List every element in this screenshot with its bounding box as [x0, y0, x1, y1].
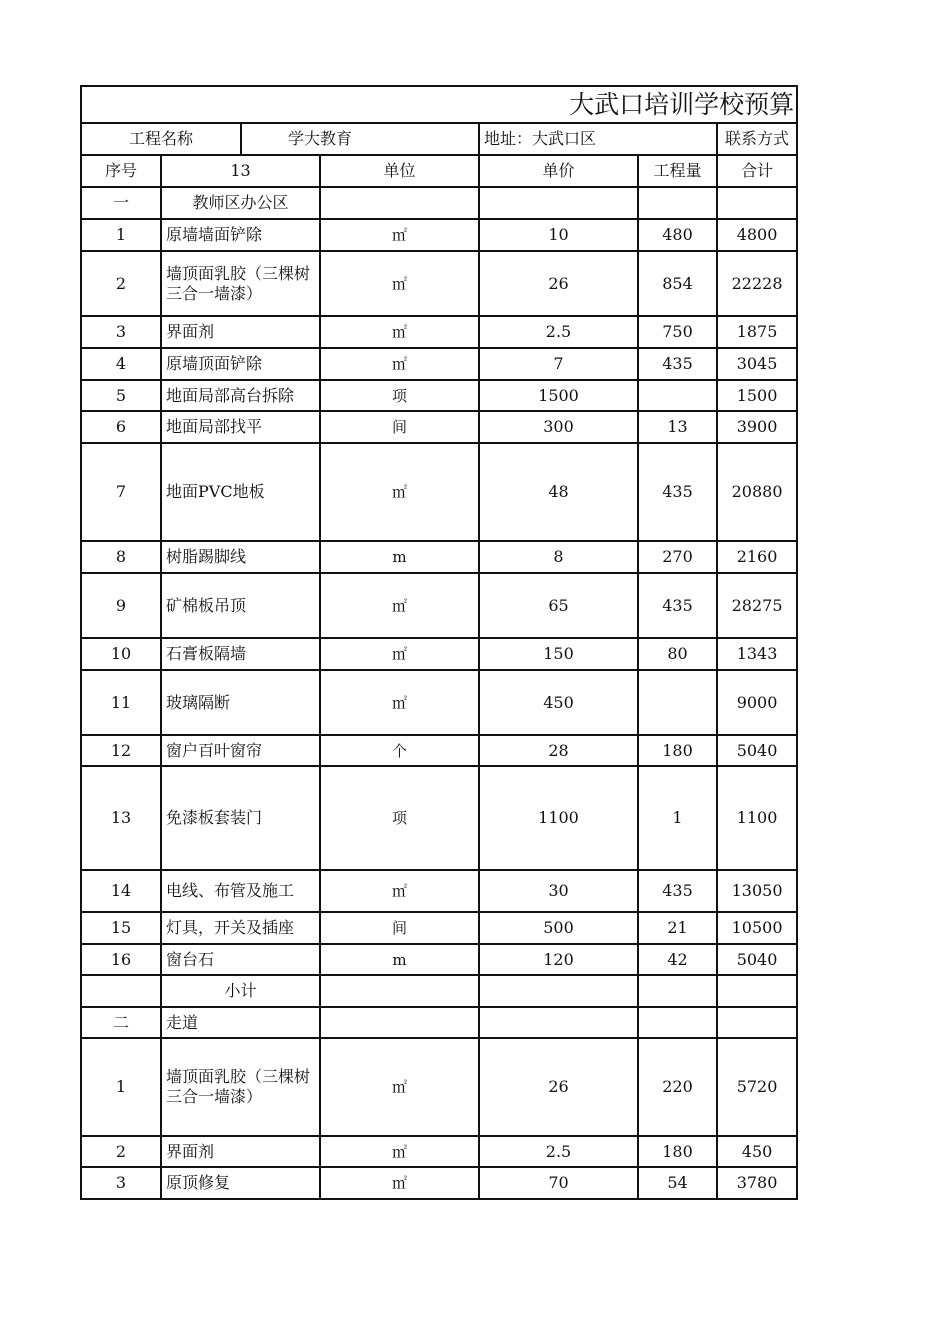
- row-qty: 180: [638, 1136, 717, 1167]
- table-row: [81, 1038, 797, 1136]
- row-no: 8: [81, 541, 161, 573]
- section-row: [81, 1007, 797, 1038]
- row-price: 28: [479, 735, 638, 766]
- table-row: [81, 1167, 797, 1199]
- row-unit: ㎡: [320, 1038, 479, 1136]
- row-name: 玻璃隔断: [161, 670, 320, 735]
- row-price: 7: [479, 348, 638, 380]
- info-row: [81, 123, 797, 155]
- row-qty: 435: [638, 870, 717, 912]
- table-row: [81, 348, 797, 380]
- row-unit: 间: [320, 411, 479, 443]
- row-total: 1100: [717, 766, 797, 870]
- row-name: 电线、布管及施工: [161, 870, 320, 912]
- budget-sheet: [80, 85, 796, 1200]
- table-row: [81, 380, 797, 411]
- row-qty: 54: [638, 1167, 717, 1199]
- table-row: [81, 541, 797, 573]
- header-row: [81, 155, 797, 187]
- row-name: 免漆板套装门: [161, 766, 320, 870]
- row-total: 3045: [717, 348, 797, 380]
- row-total: 1875: [717, 316, 797, 348]
- row-price: 500: [479, 912, 638, 944]
- row-qty: 750: [638, 316, 717, 348]
- row-total: 9000: [717, 670, 797, 735]
- row-unit: 个: [320, 735, 479, 766]
- row-name: 地面局部找平: [161, 411, 320, 443]
- row-price: 30: [479, 870, 638, 912]
- row-unit: m: [320, 944, 479, 975]
- table-row: [81, 944, 797, 975]
- row-qty: 80: [638, 638, 717, 670]
- row-qty: 21: [638, 912, 717, 944]
- row-name: 原顶修复: [161, 1167, 320, 1199]
- row-unit: 项: [320, 766, 479, 870]
- table-row: [81, 219, 797, 251]
- col-header-total: 合计: [717, 155, 797, 187]
- row-unit: ㎡: [320, 316, 479, 348]
- row-qty: 270: [638, 541, 717, 573]
- row-price: 26: [479, 1038, 638, 1136]
- table-row: [81, 912, 797, 944]
- row-no: 3: [81, 1167, 161, 1199]
- col-header-qty: 工程量: [638, 155, 717, 187]
- row-no: 1: [81, 219, 161, 251]
- row-qty: [638, 670, 717, 735]
- row-total: 10500: [717, 912, 797, 944]
- table-row: [81, 1136, 797, 1167]
- row-total: 22228: [717, 251, 797, 316]
- row-unit: ㎡: [320, 638, 479, 670]
- row-price: 2.5: [479, 1136, 638, 1167]
- budget-table: [80, 85, 798, 1200]
- row-no: 3: [81, 316, 161, 348]
- row-price: 26: [479, 251, 638, 316]
- table-row: [81, 735, 797, 766]
- row-price: 10: [479, 219, 638, 251]
- row-unit: ㎡: [320, 1167, 479, 1199]
- row-unit: ㎡: [320, 348, 479, 380]
- row-qty: 1: [638, 766, 717, 870]
- table-row: [81, 870, 797, 912]
- section-name: 走道: [161, 1007, 320, 1038]
- title-row: [81, 86, 797, 123]
- row-unit: 项: [320, 380, 479, 411]
- row-no: 6: [81, 411, 161, 443]
- row-unit: m: [320, 541, 479, 573]
- address-cell: 地址：大武口区: [479, 123, 717, 155]
- table-row: [81, 766, 797, 870]
- row-no: 9: [81, 573, 161, 638]
- row-no: 11: [81, 670, 161, 735]
- row-name: 界面剂: [161, 316, 320, 348]
- row-unit: ㎡: [320, 573, 479, 638]
- col-header-item: 13: [161, 155, 320, 187]
- table-row: [81, 573, 797, 638]
- project-name-label: 工程名称: [81, 123, 241, 155]
- row-name: 地面PVC地板: [161, 443, 320, 541]
- row-name: 原墙顶面铲除: [161, 348, 320, 380]
- table-row: [81, 670, 797, 735]
- row-qty: 435: [638, 348, 717, 380]
- row-qty: 480: [638, 219, 717, 251]
- row-no: 14: [81, 870, 161, 912]
- row-no: 7: [81, 443, 161, 541]
- row-total: 4800: [717, 219, 797, 251]
- row-total: 1343: [717, 638, 797, 670]
- row-name: 地面局部高台拆除: [161, 380, 320, 411]
- table-row: [81, 443, 797, 541]
- row-price: 120: [479, 944, 638, 975]
- section-number: 二: [81, 1007, 161, 1038]
- row-total: 1500: [717, 380, 797, 411]
- row-name: 石膏板隔墙: [161, 638, 320, 670]
- row-name: 树脂踢脚线: [161, 541, 320, 573]
- row-total: 2160: [717, 541, 797, 573]
- row-qty: [638, 380, 717, 411]
- table-row: [81, 316, 797, 348]
- row-qty: 13: [638, 411, 717, 443]
- row-unit: ㎡: [320, 870, 479, 912]
- sheet-title: 大武口培训学校预算: [81, 86, 797, 123]
- row-qty: 435: [638, 573, 717, 638]
- row-qty: 42: [638, 944, 717, 975]
- section-name: 教师区办公区: [161, 187, 320, 219]
- row-price: 65: [479, 573, 638, 638]
- row-total: 5040: [717, 735, 797, 766]
- row-price: 2.5: [479, 316, 638, 348]
- row-no: 10: [81, 638, 161, 670]
- row-total: 5040: [717, 944, 797, 975]
- row-qty: 435: [638, 443, 717, 541]
- subtotal-label: 小计: [161, 975, 320, 1007]
- row-no: 16: [81, 944, 161, 975]
- row-unit: ㎡: [320, 251, 479, 316]
- row-price: 70: [479, 1167, 638, 1199]
- row-total: 20880: [717, 443, 797, 541]
- row-price: 300: [479, 411, 638, 443]
- row-total: 28275: [717, 573, 797, 638]
- row-qty: 220: [638, 1038, 717, 1136]
- row-name: 矿棉板吊顶: [161, 573, 320, 638]
- col-header-unit: 单位: [320, 155, 479, 187]
- row-name: 原墙墙面铲除: [161, 219, 320, 251]
- row-price: 450: [479, 670, 638, 735]
- row-name: 界面剂: [161, 1136, 320, 1167]
- row-name: 窗台石: [161, 944, 320, 975]
- row-no: 15: [81, 912, 161, 944]
- row-name: 墙顶面乳胶（三棵树三合一墙漆）: [161, 251, 320, 316]
- subtotal-row: [81, 975, 797, 1007]
- row-total: 5720: [717, 1038, 797, 1136]
- row-unit: 间: [320, 912, 479, 944]
- row-no: 2: [81, 1136, 161, 1167]
- row-price: 150: [479, 638, 638, 670]
- col-header-price: 单价: [479, 155, 638, 187]
- row-qty: 180: [638, 735, 717, 766]
- row-no: 4: [81, 348, 161, 380]
- row-unit: ㎡: [320, 670, 479, 735]
- row-no: 12: [81, 735, 161, 766]
- row-unit: ㎡: [320, 443, 479, 541]
- row-unit: ㎡: [320, 1136, 479, 1167]
- row-price: 1100: [479, 766, 638, 870]
- row-total: 450: [717, 1136, 797, 1167]
- row-total: 13050: [717, 870, 797, 912]
- section-row: [81, 187, 797, 219]
- col-header-no: 序号: [81, 155, 161, 187]
- row-price: 48: [479, 443, 638, 541]
- row-price: 1500: [479, 380, 638, 411]
- row-price: 8: [479, 541, 638, 573]
- row-name: 灯具，开关及插座: [161, 912, 320, 944]
- table-row: [81, 251, 797, 316]
- row-no: 2: [81, 251, 161, 316]
- row-total: 3900: [717, 411, 797, 443]
- table-row: [81, 638, 797, 670]
- row-name: 墙顶面乳胶（三棵树三合一墙漆）: [161, 1038, 320, 1136]
- project-name-value: 学大教育: [241, 123, 479, 155]
- row-qty: 854: [638, 251, 717, 316]
- row-total: 3780: [717, 1167, 797, 1199]
- table-row: [81, 411, 797, 443]
- row-unit: ㎡: [320, 219, 479, 251]
- row-name: 窗户百叶窗帘: [161, 735, 320, 766]
- row-no: 5: [81, 380, 161, 411]
- row-no: 13: [81, 766, 161, 870]
- row-no: 1: [81, 1038, 161, 1136]
- contact-label: 联系方式: [717, 123, 797, 155]
- section-number: 一: [81, 187, 161, 219]
